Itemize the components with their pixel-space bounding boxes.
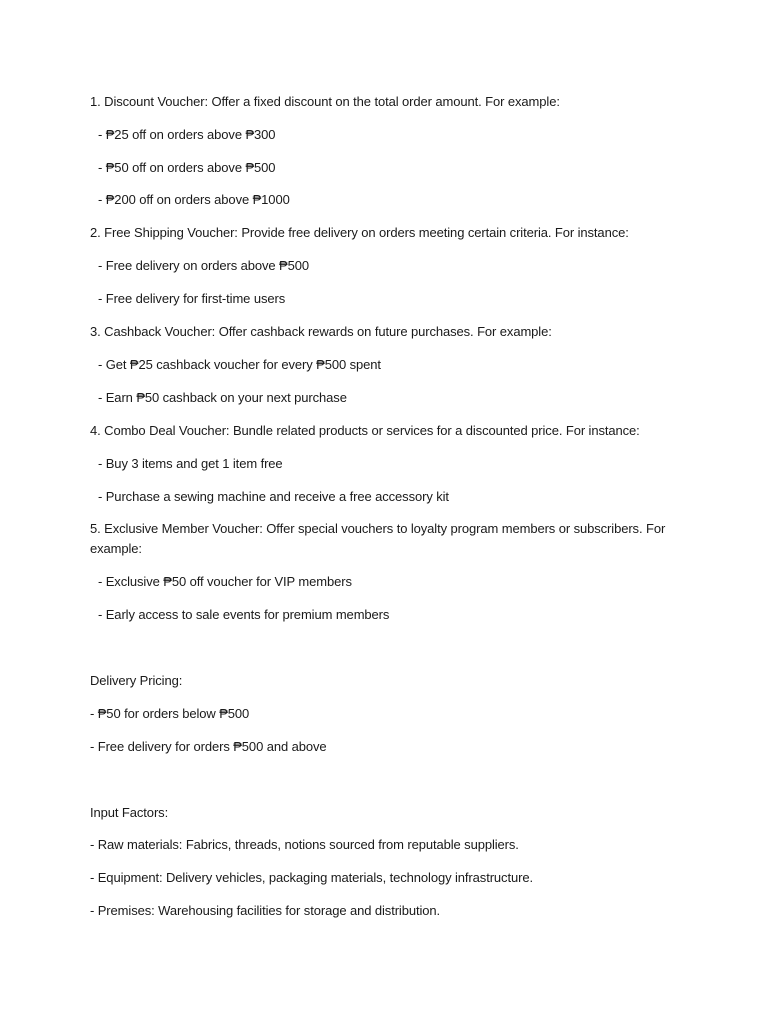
discount-voucher-item: - ₱50 off on orders above ₱500 [98, 160, 276, 175]
cashback-voucher-heading: 3. Cashback Voucher: Offer cashback rewards on future purchases. For example: [90, 324, 552, 339]
delivery-pricing-item: - ₱50 for orders below ₱500 [90, 706, 250, 721]
delivery-pricing-heading: Delivery Pricing: [90, 673, 183, 688]
input-factors-item: - Equipment: Delivery vehicles, packaging materials, technology infrastructure. [90, 870, 533, 885]
discount-voucher-heading: 1. Discount Voucher: Offer a fixed discount on the total order amount. For example: [90, 94, 560, 109]
cashback-voucher-item: - Get ₱25 cashback voucher for every ₱500 spent [98, 357, 381, 372]
free-shipping-voucher-item: - Free delivery for first-time users [98, 291, 286, 306]
input-factors-item: - Raw materials: Fabrics, threads, notions sourced from reputable suppliers. [90, 837, 519, 852]
exclusive-member-voucher-heading: 5. Exclusive Member Voucher: Offer special vouchers to loyalty program members or subscribers. For example: [90, 521, 666, 556]
cashback-voucher-item: - Earn ₱50 cashback on your next purchase [98, 390, 347, 405]
free-shipping-voucher-heading: 2. Free Shipping Voucher: Provide free delivery on orders meeting certain criteria. For instance: [90, 225, 629, 240]
exclusive-member-voucher-item: - Exclusive ₱50 off voucher for VIP members [98, 574, 352, 589]
combo-deal-voucher-item: - Purchase a sewing machine and receive a free accessory kit [98, 489, 449, 504]
delivery-pricing-item: - Free delivery for orders ₱500 and above [90, 739, 327, 754]
input-factors-heading: Input Factors: [90, 805, 169, 820]
combo-deal-voucher-heading: 4. Combo Deal Voucher: Bundle related products or services for a discounted price. For instance: [90, 423, 640, 438]
input-factors-item: - Premises: Warehousing facilities for storage and distribution. [90, 903, 441, 918]
discount-voucher-item: - ₱25 off on orders above ₱300 [98, 127, 276, 142]
combo-deal-voucher-item: - Buy 3 items and get 1 item free [98, 456, 283, 471]
free-shipping-voucher-item: - Free delivery on orders above ₱500 [98, 258, 310, 273]
discount-voucher-item: - ₱200 off on orders above ₱1000 [98, 192, 290, 207]
exclusive-member-voucher-item: - Early access to sale events for premium members [98, 607, 390, 622]
